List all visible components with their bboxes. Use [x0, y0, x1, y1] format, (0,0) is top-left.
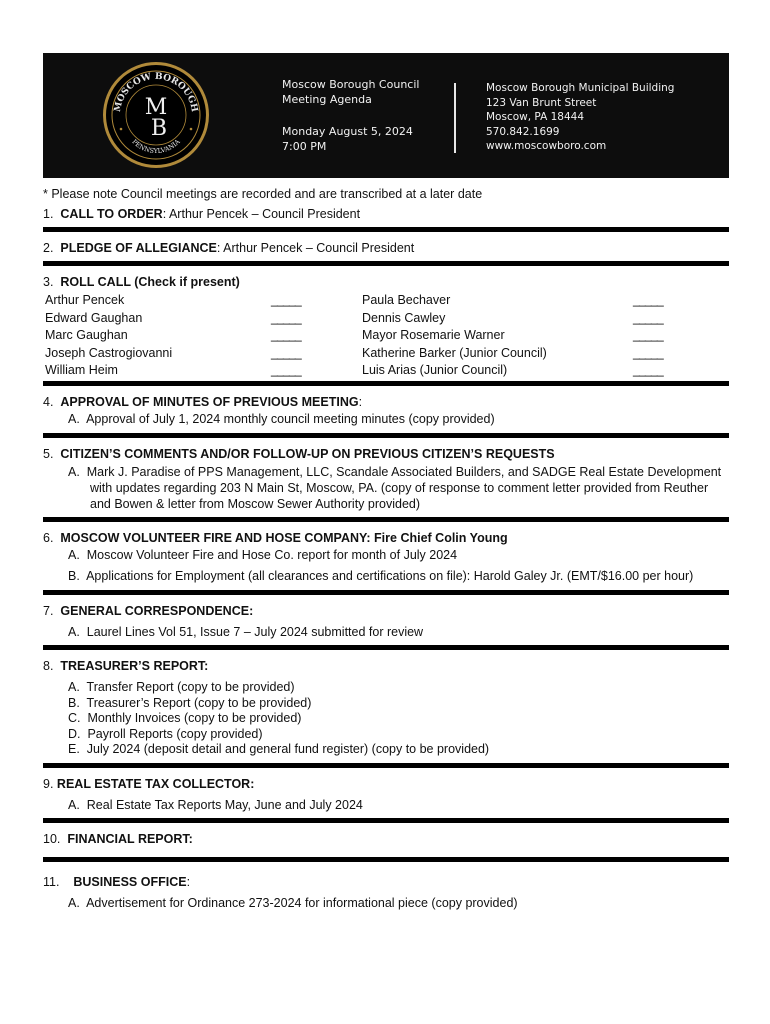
section-divider: [43, 517, 729, 522]
agenda-item: D. Payroll Reports (copy provided): [68, 726, 263, 741]
agenda-item: B. Applications for Employment (all clearances and certifications on file): Harold Galey Jr. (EMT/$16.00 per hour): [68, 569, 694, 583]
section-roll-call: 3. ROLL CALL (Check if present): [43, 275, 240, 289]
agenda-title: Meeting Agenda: [282, 93, 372, 106]
section-title: BUSINESS OFFICE: [73, 875, 187, 889]
svg-text:MOSCOW BOROUGH: MOSCOW BOROUGH: [112, 71, 200, 113]
section-call-to-order: 1. CALL TO ORDER: Arthur Pencek – Council President: [43, 207, 361, 221]
roll-name: Mayor Rosemarie Warner: [362, 328, 505, 342]
building-phone: 570.842.1699: [486, 125, 560, 138]
section-divider: [43, 433, 729, 438]
header-divider: [454, 83, 456, 153]
section-title: APPROVAL OF MINUTES OF PREVIOUS MEETING: [60, 395, 359, 409]
check-blank[interactable]: _____: [633, 345, 663, 360]
meeting-info: [282, 77, 419, 154]
section-title: CALL TO ORDER: [60, 207, 163, 221]
check-blank[interactable]: _____: [633, 293, 663, 307]
check-blank[interactable]: _____: [271, 328, 301, 342]
section-minutes: 4. APPROVAL OF MINUTES OF PREVIOUS MEETING:: [43, 395, 363, 409]
section-pledge: 2. PLEDGE OF ALLEGIANCE: Arthur Pencek – Council President: [43, 241, 415, 255]
roll-name: William Heim: [45, 363, 118, 377]
svg-text:B: B: [150, 116, 168, 141]
section-treasurer: 8. TREASURER’S REPORT:: [43, 659, 209, 673]
roll-name: Katherine Barker (Junior Council): [362, 345, 547, 360]
section-title: REAL ESTATE TAX COLLECTOR:: [56, 776, 255, 791]
agenda-item: A. Moscow Volunteer Fire and Hose Co. report for month of July 2024: [68, 547, 458, 562]
agenda-item: A. Real Estate Tax Reports May, June and July 2024: [68, 797, 363, 812]
section-tax-collector: 9. REAL ESTATE TAX COLLECTOR:: [43, 776, 255, 791]
section-title: ROLL CALL (Check if present): [60, 275, 240, 289]
section-title: TREASURER’S REPORT:: [60, 659, 209, 673]
header-banner: [43, 53, 729, 178]
agenda-item: A. Approval of July 1, 2024 monthly council meeting minutes (copy provided): [68, 412, 495, 426]
building-info: [486, 81, 674, 154]
section-divider: [43, 590, 729, 595]
roll-name: Marc Gaughan: [45, 328, 128, 342]
roll-names-left: [45, 292, 172, 380]
check-blank[interactable]: _____: [271, 310, 301, 325]
agenda-item: C. Monthly Invoices (copy to be provided): [68, 711, 302, 725]
check-blank[interactable]: _____: [633, 363, 663, 377]
roll-name: Dennis Cawley: [362, 310, 446, 325]
treasurer-items: [43, 680, 729, 758]
roll-name: Paula Bechaver: [362, 293, 451, 307]
agenda-item: A. Transfer Report (copy to be provided): [68, 680, 295, 694]
meeting-date: Monday August 5, 2024: [282, 125, 413, 138]
section-fire-company: 6. MOSCOW VOLUNTEER FIRE AND HOSE COMPANY: Fire Chief Colin Young: [43, 530, 508, 545]
section-citizen-comments: 5. CITIZEN’S COMMENTS AND/OR FOLLOW-UP ON PREVIOUS CITIZEN’S REQUESTS: [43, 446, 555, 461]
check-blank[interactable]: _____: [271, 293, 301, 307]
roll-name: Joseph Castrogiovanni: [45, 345, 173, 360]
check-blank[interactable]: _____: [633, 310, 663, 325]
building-street: 123 Van Brunt Street: [486, 96, 597, 109]
roll-checks-left[interactable]: [271, 292, 301, 380]
section-title: GENERAL CORRESPONDENCE:: [60, 603, 254, 618]
roll-name: Edward Gaughan: [45, 310, 143, 325]
building-city: Moscow, PA 18444: [486, 111, 584, 123]
svg-text:M: M: [144, 95, 168, 120]
agenda-body: [43, 186, 729, 912]
borough-seal-logo: [103, 62, 209, 168]
section-title: FINANCIAL REPORT:: [67, 832, 193, 846]
section-title: PLEDGE OF ALLEGIANCE: [60, 241, 217, 255]
check-blank[interactable]: _____: [633, 328, 663, 342]
section-correspondence: 7. GENERAL CORRESPONDENCE:: [43, 603, 254, 618]
section-financial: 10. FINANCIAL REPORT:: [43, 832, 193, 846]
section-business-office: 11. BUSINESS OFFICE:: [43, 875, 191, 889]
meeting-time: 7:00 PM: [282, 140, 327, 153]
check-blank[interactable]: _____: [271, 363, 301, 377]
council-title: Moscow Borough Council: [282, 78, 420, 91]
section-title: CITIZEN’S COMMENTS AND/OR FOLLOW-UP ON PREVIOUS CITIZEN’S REQUESTS: [60, 446, 555, 461]
website-link[interactable]: www.moscowboro.com: [486, 140, 607, 152]
section-divider: [43, 763, 729, 768]
roll-names-right: [362, 292, 547, 380]
agenda-item: A. Laurel Lines Vol 51, Issue 7 – July 2024 submitted for review: [68, 624, 424, 639]
building-name: Moscow Borough Municipal Building: [486, 82, 675, 94]
seal-graphic: [106, 65, 206, 165]
recording-note: * Please note Council meetings are recorded and are transcribed at a later date: [43, 187, 483, 201]
roll-name: Luis Arias (Junior Council): [362, 363, 508, 377]
section-divider: [43, 818, 729, 823]
section-divider: [43, 645, 729, 650]
roll-call-list: [43, 292, 729, 378]
section-divider: [43, 261, 729, 266]
agenda-item: B. Treasurer’s Report (copy to be provided): [68, 695, 312, 710]
section-divider: [43, 381, 729, 386]
roll-checks-right[interactable]: [633, 292, 663, 380]
section-divider: [43, 857, 729, 862]
agenda-item: E. July 2024 (deposit detail and general fund register) (copy to be provided): [68, 742, 490, 756]
check-blank[interactable]: _____: [271, 345, 301, 360]
section-title: MOSCOW VOLUNTEER FIRE AND HOSE COMPANY: Fire Chief Colin Young: [60, 530, 508, 545]
roll-name: Arthur Pencek: [45, 293, 125, 307]
section-divider: [43, 227, 729, 232]
svg-text:PENNSYLVANIA: PENNSYLVANIA: [130, 137, 182, 156]
agenda-item: A. Advertisement for Ordinance 273-2024 for informational piece (copy provided): [68, 896, 518, 910]
agenda-item: A. Mark J. Paradise of PPS Management, LLC, Scandale Associated Builders, and SADGE Real Estate Development with updates regarding 203 N Main St, Moscow, PA. (copy of response to comment letter provided from Reuther and Bowen & letter from Moscow Sewer Authority provided): [68, 464, 722, 511]
